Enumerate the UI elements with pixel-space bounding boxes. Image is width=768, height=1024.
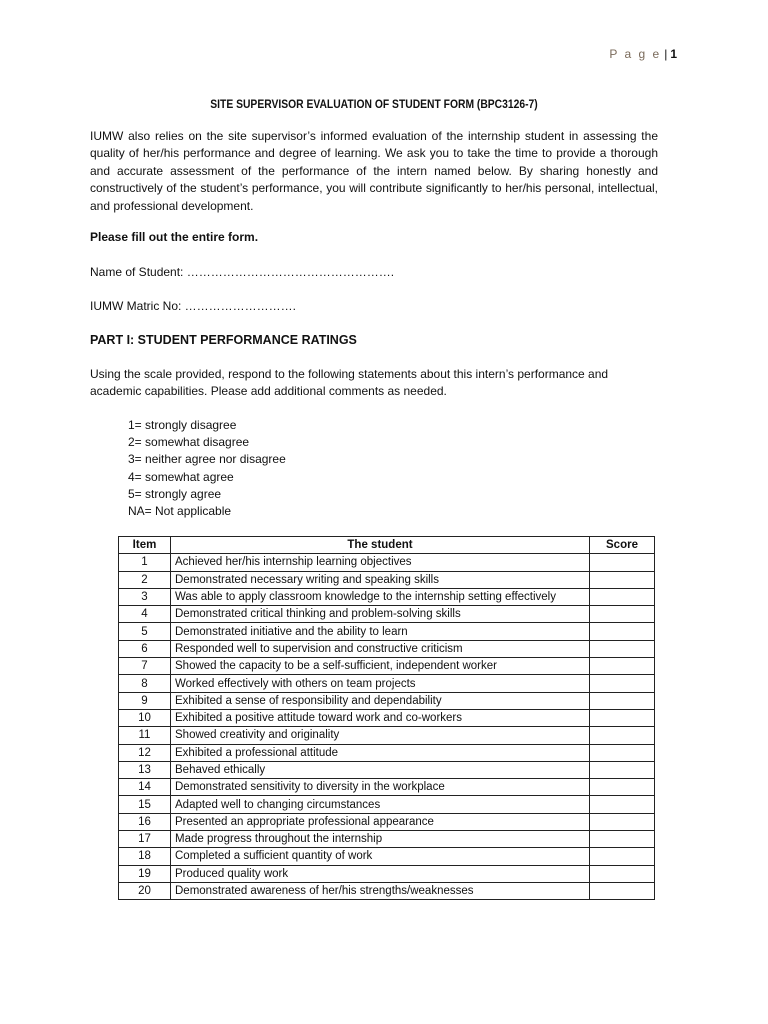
item-number: 14: [119, 779, 171, 796]
item-number: 4: [119, 606, 171, 623]
score-cell[interactable]: [590, 692, 655, 709]
item-number: 1: [119, 554, 171, 571]
table-row: [119, 848, 655, 865]
score-cell[interactable]: [590, 744, 655, 761]
table-row: [119, 588, 655, 605]
score-cell[interactable]: [590, 571, 655, 588]
form-title: SITE SUPERVISOR EVALUATION OF STUDENT FORM (BPC3126-7): [210, 97, 538, 111]
item-number: 6: [119, 640, 171, 657]
item-statement: Produced quality work: [171, 865, 590, 882]
intro-paragraph: IUMW also relies on the site supervisor’s informed evaluation of the internship student in assessing the quality of her/his performance and degree of learning. We ask you to take the time to provide a thorough and accurate assessment of the performance of the intern named below. By sharing honestly and constructively of the student’s performance, you will contribute significantly to her/his personal, intellectual, and professional development.: [90, 129, 658, 213]
scale-item: NA= Not applicable: [128, 504, 232, 519]
item-statement: Behaved ethically: [171, 761, 590, 778]
part1-instruction: Using the scale provided, respond to the following statements about this intern’s performance and academic capabilities. Please add additional comments as needed.: [90, 367, 609, 398]
item-statement: Demonstrated sensitivity to diversity in the workplace: [171, 779, 590, 796]
score-cell[interactable]: [590, 640, 655, 657]
item-number: 19: [119, 865, 171, 882]
page-header: [609, 47, 677, 61]
table-row: [119, 761, 655, 778]
item-statement: Showed creativity and originality: [171, 727, 590, 744]
item-number: 10: [119, 709, 171, 726]
item-statement: Worked effectively with others on team projects: [171, 675, 590, 692]
item-number: 13: [119, 761, 171, 778]
item-statement: Was able to apply classroom knowledge to the internship setting effectively: [171, 588, 590, 605]
part1-heading: PART I: STUDENT PERFORMANCE RATINGS: [90, 333, 357, 347]
item-number: 16: [119, 813, 171, 830]
item-statement: Demonstrated necessary writing and speaking skills: [171, 571, 590, 588]
item-statement: Responded well to supervision and constructive criticism: [171, 640, 590, 657]
score-cell[interactable]: [590, 623, 655, 640]
page-number: 1: [670, 47, 677, 61]
score-cell[interactable]: [590, 779, 655, 796]
score-cell[interactable]: [590, 588, 655, 605]
item-statement: Exhibited a sense of responsibility and dependability: [171, 692, 590, 709]
item-statement: Exhibited a professional attitude: [171, 744, 590, 761]
table-row: [119, 796, 655, 813]
item-statement: Showed the capacity to be a self-sufficient, independent worker: [171, 658, 590, 675]
score-cell[interactable]: [590, 882, 655, 899]
item-statement: Adapted well to changing circumstances: [171, 796, 590, 813]
table-row: [119, 623, 655, 640]
score-cell[interactable]: [590, 796, 655, 813]
header-score: Score: [590, 537, 655, 554]
item-number: 8: [119, 675, 171, 692]
table-header-row: [119, 537, 655, 554]
header-item: Item: [119, 537, 171, 554]
score-cell[interactable]: [590, 709, 655, 726]
score-cell[interactable]: [590, 761, 655, 778]
item-statement: Demonstrated critical thinking and problem-solving skills: [171, 606, 590, 623]
table-row: [119, 744, 655, 761]
item-statement: Achieved her/his internship learning objectives: [171, 554, 590, 571]
score-cell[interactable]: [590, 727, 655, 744]
table-row: [119, 658, 655, 675]
rating-scale-list: [128, 417, 286, 520]
item-statement: Completed a sufficient quantity of work: [171, 848, 590, 865]
score-cell[interactable]: [590, 831, 655, 848]
item-statement: Exhibited a positive attitude toward work and co-workers: [171, 709, 590, 726]
item-number: 2: [119, 571, 171, 588]
table-row: [119, 709, 655, 726]
table-row: [119, 813, 655, 830]
header-student: The student: [171, 537, 590, 554]
fill-notice: Please fill out the entire form.: [90, 230, 259, 244]
table-row: [119, 727, 655, 744]
scale-item: 5= strongly agree: [128, 486, 222, 501]
score-cell[interactable]: [590, 675, 655, 692]
page-label: P a g e: [609, 47, 662, 61]
item-number: 20: [119, 882, 171, 899]
item-number: 18: [119, 848, 171, 865]
scale-item: 4= somewhat agree: [128, 469, 234, 484]
item-number: 11: [119, 727, 171, 744]
table-row: [119, 640, 655, 657]
item-statement: Made progress throughout the internship: [171, 831, 590, 848]
item-statement: Demonstrated awareness of her/his strengths/weaknesses: [171, 882, 590, 899]
item-number: 12: [119, 744, 171, 761]
ratings-table: [118, 536, 655, 900]
item-number: 9: [119, 692, 171, 709]
score-cell[interactable]: [590, 554, 655, 571]
score-cell[interactable]: [590, 813, 655, 830]
score-cell[interactable]: [590, 865, 655, 882]
item-number: 5: [119, 623, 171, 640]
matric-no-field[interactable]: IUMW Matric No: ……………………….: [90, 299, 296, 313]
score-cell[interactable]: [590, 658, 655, 675]
table-row: [119, 882, 655, 899]
table-row: [119, 606, 655, 623]
item-statement: Presented an appropriate professional appearance: [171, 813, 590, 830]
item-number: 3: [119, 588, 171, 605]
student-name-field[interactable]: Name of Student: …………………………………………….: [90, 265, 395, 279]
table-row: [119, 865, 655, 882]
item-number: 7: [119, 658, 171, 675]
scale-item: 3= neither agree nor disagree: [128, 452, 286, 467]
table-row: [119, 779, 655, 796]
table-row: [119, 692, 655, 709]
score-cell[interactable]: [590, 606, 655, 623]
item-number: 17: [119, 831, 171, 848]
item-number: 15: [119, 796, 171, 813]
scale-item: 1= strongly disagree: [128, 418, 237, 432]
table-row: [119, 554, 655, 571]
score-cell[interactable]: [590, 848, 655, 865]
item-statement: Demonstrated initiative and the ability to learn: [171, 623, 590, 640]
table-row: [119, 571, 655, 588]
page-separator: |: [664, 47, 668, 61]
table-row: [119, 675, 655, 692]
scale-item: 2= somewhat disagree: [128, 435, 250, 450]
table-row: [119, 831, 655, 848]
